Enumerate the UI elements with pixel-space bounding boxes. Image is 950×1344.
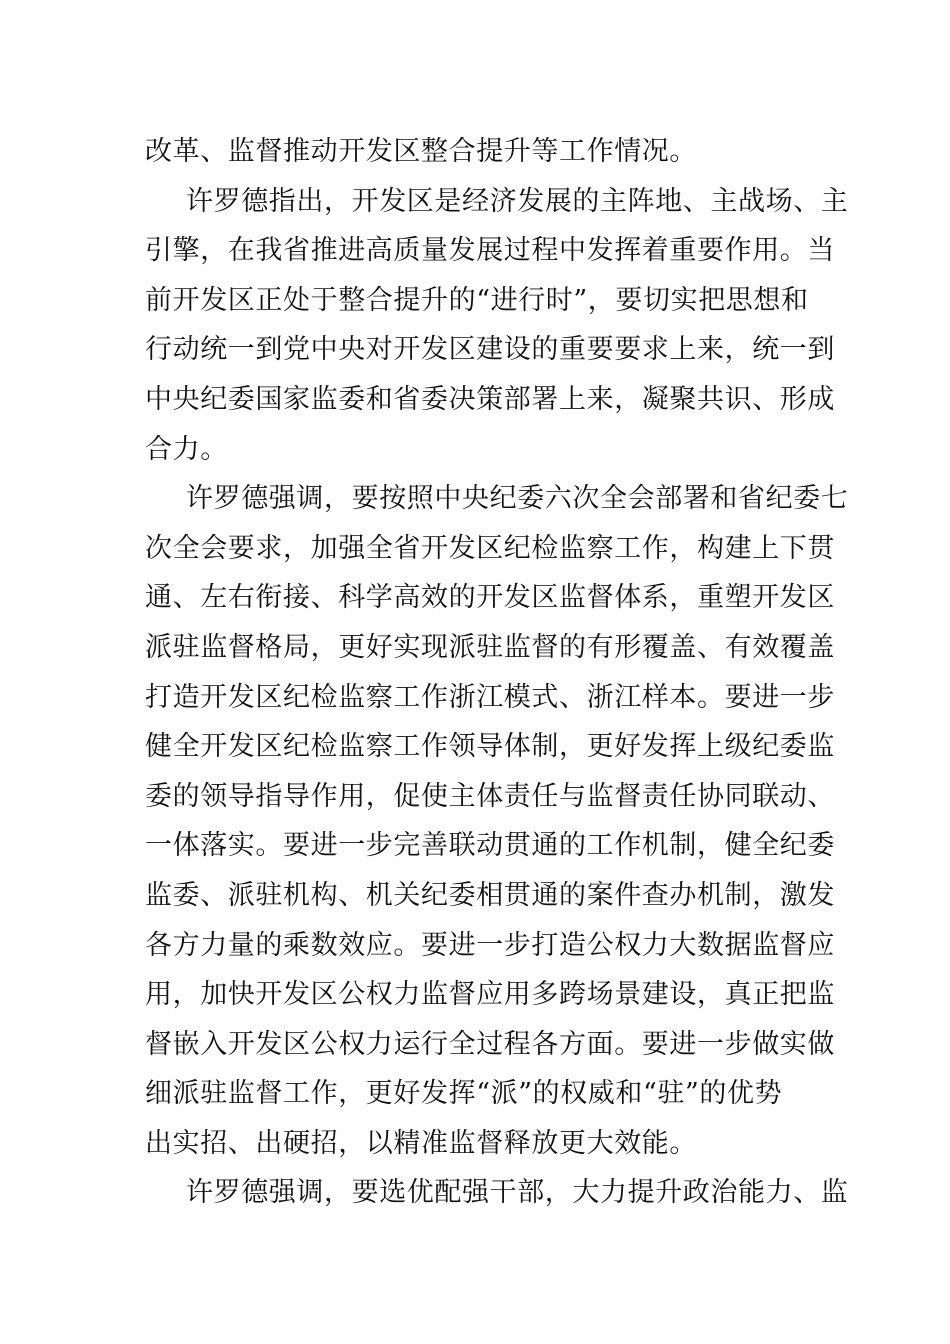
text-line: 次全会要求，加强全省开发区纪检监察工作，构建上下贯 [145, 532, 835, 564]
text-line: 细派驻监督工作，更好发挥“派”的权威和“驻”的优势 [145, 1078, 783, 1110]
text-line: 行动统一到党中央对开发区建设的重要要求上来，统一到 [145, 334, 835, 366]
text-line: 引擎，在我省推进高质量发展过程中发挥着重要作用。当 [145, 235, 835, 267]
text-line: 许罗德强调，要按照中央纪委六次全会部署和省纪委七 [186, 483, 849, 515]
text-line: 健全开发区纪检监察工作领导体制，更好发挥上级纪委监 [145, 731, 835, 763]
text-line: 派驻监督格局，更好实现派驻监督的有形覆盖、有效覆盖 [145, 631, 835, 663]
text-line: 委的领导指导作用，促使主体责任与监督责任协同联动、 [145, 780, 835, 812]
document-body [145, 127, 849, 1218]
paragraph-1 [145, 127, 815, 177]
text-line: 许罗德强调，要选优配强干部，大力提升政治能力、监 [186, 1177, 849, 1209]
text-line: 前开发区正处于整合提升的“进行时”，要切实把思想和 [145, 284, 809, 316]
text-line: 出实招、出硬招，以精准监督释放更大效能。 [145, 1127, 697, 1159]
text-line: 一体落实。要进一步完善联动贯通的工作机制，健全纪委 [145, 830, 835, 862]
paragraph-4 [145, 1168, 849, 1218]
text-line: 合力。 [145, 433, 228, 465]
text-line: 各方力量的乘数效应。要进一步打造公权力大数据监督应 [145, 929, 835, 961]
text-line: 督嵌入开发区公权力运行全过程各方面。要进一步做实做 [145, 1028, 835, 1060]
paragraph-2 [145, 177, 849, 475]
text-line: 用，加快开发区公权力监督应用多跨场景建设，真正把监 [145, 979, 835, 1011]
text-line: 改革、监督推动开发区整合提升等工作情况。 [145, 136, 697, 167]
text-line: 监委、派驻机构、机关纪委相贯通的案件查办机制，激发 [145, 879, 835, 911]
text-line: 许罗德指出，开发区是经济发展的主阵地、主战场、主 [186, 185, 849, 217]
text-line: 中央纪委国家监委和省委决策部署上来，凝聚共识、形成 [145, 383, 835, 415]
paragraph-3 [145, 474, 849, 1168]
text-line: 打造开发区纪检监察工作浙江模式、浙江样本。要进一步 [145, 681, 835, 713]
text-line: 通、左右衔接、科学高效的开发区监督体系，重塑开发区 [145, 582, 835, 614]
